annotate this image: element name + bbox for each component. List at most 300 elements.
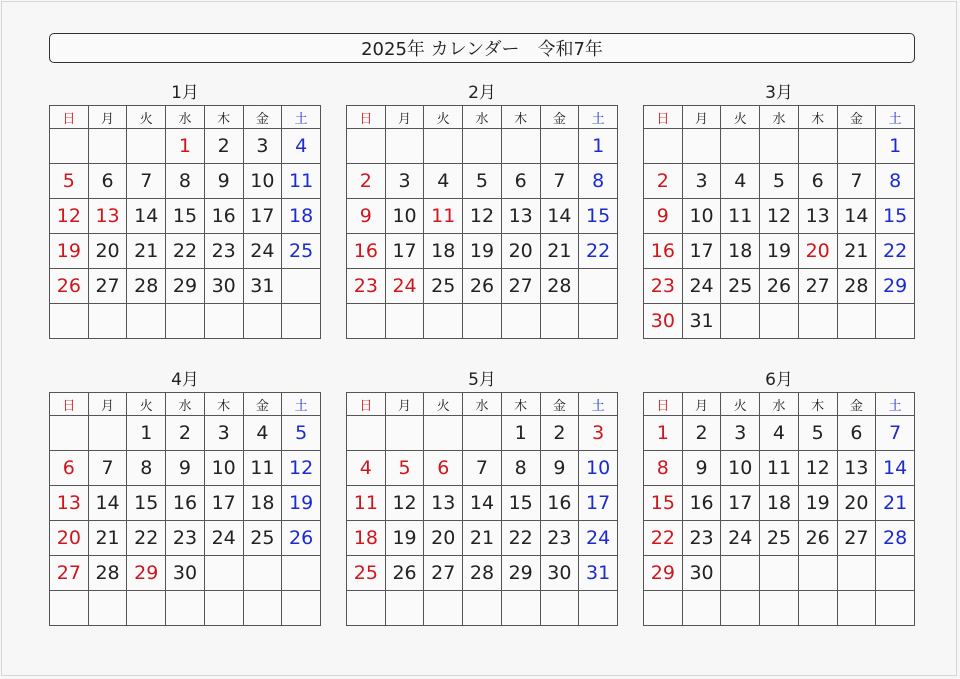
day-cell: 7 (88, 451, 127, 486)
day-cell: 25 (721, 269, 760, 304)
week-row (347, 591, 618, 626)
day-cell: 22 (127, 521, 166, 556)
weekday-header: 月 (385, 393, 424, 416)
weekday-header-row (347, 106, 618, 129)
day-cell: 31 (682, 304, 721, 339)
day-cell: 7 (876, 416, 915, 451)
day-cell: 12 (50, 199, 89, 234)
weekday-header: 木 (798, 106, 837, 129)
weekday-header-row (644, 393, 915, 416)
empty-cell (682, 591, 721, 626)
day-cell: 1 (876, 129, 915, 164)
day-cell: 6 (501, 164, 540, 199)
weekday-header: 木 (204, 106, 243, 129)
day-cell: 21 (88, 521, 127, 556)
day-cell: 1 (579, 129, 618, 164)
weekday-header: 月 (385, 106, 424, 129)
day-cell: 1 (644, 416, 683, 451)
empty-cell (88, 304, 127, 339)
empty-cell (540, 591, 579, 626)
day-cell: 30 (682, 556, 721, 591)
day-cell: 9 (204, 164, 243, 199)
day-cell: 8 (166, 164, 205, 199)
empty-cell (127, 591, 166, 626)
empty-cell (204, 556, 243, 591)
empty-cell (760, 304, 799, 339)
month-calendar (643, 81, 915, 339)
day-cell: 9 (540, 451, 579, 486)
week-row (644, 451, 915, 486)
empty-cell (385, 304, 424, 339)
day-cell: 11 (760, 451, 799, 486)
empty-cell (88, 591, 127, 626)
day-cell: 20 (424, 521, 463, 556)
day-cell: 5 (760, 164, 799, 199)
weekday-header: 火 (127, 106, 166, 129)
day-cell: 30 (204, 269, 243, 304)
empty-cell (798, 556, 837, 591)
weekday-header: 水 (166, 106, 205, 129)
day-cell: 30 (540, 556, 579, 591)
day-cell: 22 (876, 234, 915, 269)
empty-cell (50, 129, 89, 164)
week-row (50, 451, 321, 486)
day-cell: 25 (760, 521, 799, 556)
day-cell: 22 (166, 234, 205, 269)
day-cell: 11 (347, 486, 386, 521)
week-row (50, 199, 321, 234)
day-cell: 28 (463, 556, 502, 591)
day-cell: 26 (760, 269, 799, 304)
day-cell: 13 (50, 486, 89, 521)
day-cell: 18 (760, 486, 799, 521)
empty-cell (424, 416, 463, 451)
empty-cell (540, 304, 579, 339)
day-cell: 5 (50, 164, 89, 199)
day-cell: 2 (540, 416, 579, 451)
month-calendar (49, 81, 321, 339)
week-row (644, 199, 915, 234)
weekday-header: 金 (243, 393, 282, 416)
weekday-header: 火 (127, 393, 166, 416)
day-cell: 6 (798, 164, 837, 199)
empty-cell (579, 269, 618, 304)
day-cell: 2 (347, 164, 386, 199)
day-cell: 26 (798, 521, 837, 556)
day-cell: 21 (837, 234, 876, 269)
day-cell: 23 (540, 521, 579, 556)
day-cell: 16 (166, 486, 205, 521)
empty-cell (644, 129, 683, 164)
month-calendar (346, 81, 618, 339)
day-cell: 27 (837, 521, 876, 556)
week-row (644, 486, 915, 521)
day-cell: 28 (837, 269, 876, 304)
empty-cell (798, 591, 837, 626)
day-cell: 26 (385, 556, 424, 591)
day-cell: 15 (644, 486, 683, 521)
weekday-header: 木 (501, 106, 540, 129)
day-cell: 3 (385, 164, 424, 199)
day-cell: 3 (243, 129, 282, 164)
week-row (347, 129, 618, 164)
month-title: 1月 (171, 83, 199, 103)
week-row (50, 591, 321, 626)
day-cell: 12 (282, 451, 321, 486)
day-cell: 11 (424, 199, 463, 234)
day-cell: 19 (282, 486, 321, 521)
empty-cell (385, 591, 424, 626)
day-cell: 25 (347, 556, 386, 591)
day-cell: 4 (243, 416, 282, 451)
day-cell: 28 (876, 521, 915, 556)
day-cell: 19 (798, 486, 837, 521)
empty-cell (424, 129, 463, 164)
empty-cell (760, 591, 799, 626)
day-cell: 25 (282, 234, 321, 269)
empty-cell (760, 129, 799, 164)
month-title: 4月 (171, 370, 199, 390)
month-title: 5月 (468, 370, 496, 390)
day-cell: 30 (166, 556, 205, 591)
day-cell: 4 (721, 164, 760, 199)
day-cell: 25 (243, 521, 282, 556)
empty-cell (347, 416, 386, 451)
weekday-header: 金 (243, 106, 282, 129)
week-row (50, 234, 321, 269)
weekday-header: 水 (760, 106, 799, 129)
week-row (644, 556, 915, 591)
empty-cell (166, 304, 205, 339)
day-cell: 4 (347, 451, 386, 486)
week-row (50, 304, 321, 339)
week-row (347, 269, 618, 304)
empty-cell (540, 129, 579, 164)
empty-cell (798, 304, 837, 339)
day-cell: 15 (127, 486, 166, 521)
empty-cell (837, 591, 876, 626)
empty-cell (282, 269, 321, 304)
week-row (347, 556, 618, 591)
day-cell: 8 (876, 164, 915, 199)
day-cell: 13 (501, 199, 540, 234)
weekday-header: 火 (721, 393, 760, 416)
day-cell: 24 (682, 269, 721, 304)
day-cell: 7 (463, 451, 502, 486)
day-cell: 19 (50, 234, 89, 269)
empty-cell (798, 129, 837, 164)
day-cell: 7 (540, 164, 579, 199)
day-cell: 8 (127, 451, 166, 486)
empty-cell (347, 129, 386, 164)
week-row (347, 304, 618, 339)
week-row (50, 129, 321, 164)
week-row (347, 164, 618, 199)
day-cell: 10 (385, 199, 424, 234)
day-cell: 2 (644, 164, 683, 199)
empty-cell (876, 304, 915, 339)
weekday-header: 金 (837, 106, 876, 129)
day-cell: 18 (347, 521, 386, 556)
day-cell: 6 (837, 416, 876, 451)
calendar-title-text: 2025年 カレンダー 令和7年 (361, 39, 603, 60)
empty-cell (501, 304, 540, 339)
day-cell: 14 (876, 451, 915, 486)
empty-cell (243, 304, 282, 339)
day-cell: 29 (501, 556, 540, 591)
empty-cell (876, 591, 915, 626)
empty-cell (644, 591, 683, 626)
weekday-header: 水 (463, 106, 502, 129)
day-cell: 10 (721, 451, 760, 486)
day-cell: 30 (644, 304, 683, 339)
day-cell: 3 (579, 416, 618, 451)
month-calendar (49, 368, 321, 626)
empty-cell (424, 591, 463, 626)
calendar-title (49, 33, 915, 63)
empty-cell (837, 304, 876, 339)
day-cell: 12 (760, 199, 799, 234)
weekday-header: 土 (579, 393, 618, 416)
month-title: 3月 (765, 83, 793, 103)
week-row (644, 521, 915, 556)
day-cell: 28 (88, 556, 127, 591)
weekday-header-row (50, 106, 321, 129)
empty-cell (463, 591, 502, 626)
empty-cell (837, 556, 876, 591)
day-cell: 15 (876, 199, 915, 234)
week-row (644, 304, 915, 339)
weekday-header: 土 (282, 393, 321, 416)
day-cell: 20 (837, 486, 876, 521)
day-cell: 31 (243, 269, 282, 304)
weekday-header: 土 (876, 393, 915, 416)
day-cell: 9 (682, 451, 721, 486)
empty-cell (579, 304, 618, 339)
month-title: 2月 (468, 83, 496, 103)
day-cell: 10 (579, 451, 618, 486)
day-cell: 27 (798, 269, 837, 304)
day-cell: 8 (644, 451, 683, 486)
weekday-header: 火 (424, 106, 463, 129)
day-cell: 3 (204, 416, 243, 451)
day-cell: 5 (282, 416, 321, 451)
empty-cell (501, 129, 540, 164)
empty-cell (204, 591, 243, 626)
day-cell: 6 (50, 451, 89, 486)
day-cell: 12 (385, 486, 424, 521)
day-cell: 20 (50, 521, 89, 556)
empty-cell (243, 591, 282, 626)
empty-cell (127, 129, 166, 164)
empty-cell (721, 591, 760, 626)
weekday-header: 月 (682, 106, 721, 129)
weekday-header: 火 (424, 393, 463, 416)
empty-cell (463, 304, 502, 339)
weekday-header: 金 (540, 393, 579, 416)
day-cell: 24 (579, 521, 618, 556)
day-cell: 24 (721, 521, 760, 556)
day-cell: 22 (644, 521, 683, 556)
day-cell: 13 (88, 199, 127, 234)
day-cell: 16 (540, 486, 579, 521)
weekday-header: 水 (463, 393, 502, 416)
day-cell: 21 (540, 234, 579, 269)
weekday-header-row (644, 106, 915, 129)
day-cell: 23 (204, 234, 243, 269)
weekday-header: 水 (760, 393, 799, 416)
week-row (50, 416, 321, 451)
day-cell: 13 (837, 451, 876, 486)
week-row (347, 416, 618, 451)
day-cell: 23 (347, 269, 386, 304)
day-cell: 27 (424, 556, 463, 591)
empty-cell (347, 304, 386, 339)
day-cell: 31 (579, 556, 618, 591)
day-cell: 6 (424, 451, 463, 486)
day-cell: 23 (682, 521, 721, 556)
day-cell: 23 (644, 269, 683, 304)
weekday-header: 土 (282, 106, 321, 129)
empty-cell (385, 129, 424, 164)
day-cell: 11 (282, 164, 321, 199)
empty-cell (127, 304, 166, 339)
day-cell: 24 (243, 234, 282, 269)
month-title: 6月 (765, 370, 793, 390)
day-cell: 5 (798, 416, 837, 451)
empty-cell (501, 591, 540, 626)
day-cell: 7 (837, 164, 876, 199)
day-cell: 3 (721, 416, 760, 451)
week-row (644, 129, 915, 164)
day-cell: 1 (166, 129, 205, 164)
week-row (50, 269, 321, 304)
day-cell: 28 (127, 269, 166, 304)
day-cell: 16 (682, 486, 721, 521)
day-cell: 4 (760, 416, 799, 451)
day-cell: 14 (540, 199, 579, 234)
empty-cell (463, 416, 502, 451)
day-cell: 4 (424, 164, 463, 199)
empty-cell (88, 129, 127, 164)
day-cell: 17 (204, 486, 243, 521)
day-cell: 18 (282, 199, 321, 234)
day-cell: 26 (50, 269, 89, 304)
day-cell: 20 (88, 234, 127, 269)
weekday-header-row (50, 393, 321, 416)
week-row (50, 486, 321, 521)
day-cell: 12 (463, 199, 502, 234)
empty-cell (760, 556, 799, 591)
day-cell: 24 (204, 521, 243, 556)
empty-cell (721, 304, 760, 339)
day-cell: 26 (463, 269, 502, 304)
day-cell: 22 (501, 521, 540, 556)
day-cell: 11 (721, 199, 760, 234)
day-cell: 11 (243, 451, 282, 486)
day-cell: 5 (385, 451, 424, 486)
empty-cell (682, 129, 721, 164)
weekday-header: 金 (540, 106, 579, 129)
day-cell: 23 (166, 521, 205, 556)
day-cell: 13 (798, 199, 837, 234)
day-cell: 20 (798, 234, 837, 269)
day-cell: 19 (463, 234, 502, 269)
day-cell: 5 (463, 164, 502, 199)
empty-cell (88, 416, 127, 451)
day-cell: 6 (88, 164, 127, 199)
day-cell: 9 (166, 451, 205, 486)
weekday-header: 日 (644, 393, 683, 416)
day-cell: 2 (682, 416, 721, 451)
empty-cell (721, 556, 760, 591)
day-cell: 12 (798, 451, 837, 486)
weekday-header: 金 (837, 393, 876, 416)
weekday-header: 日 (50, 106, 89, 129)
day-cell: 9 (644, 199, 683, 234)
empty-cell (385, 416, 424, 451)
empty-cell (50, 591, 89, 626)
empty-cell (721, 129, 760, 164)
day-cell: 2 (166, 416, 205, 451)
day-cell: 14 (837, 199, 876, 234)
day-cell: 13 (424, 486, 463, 521)
day-cell: 21 (463, 521, 502, 556)
day-cell: 27 (88, 269, 127, 304)
day-cell: 7 (127, 164, 166, 199)
week-row (644, 591, 915, 626)
month-calendar (643, 368, 915, 626)
day-cell: 21 (127, 234, 166, 269)
weekday-header: 木 (798, 393, 837, 416)
month-grid (49, 392, 321, 626)
week-row (50, 521, 321, 556)
day-cell: 8 (579, 164, 618, 199)
day-cell: 17 (721, 486, 760, 521)
weekday-header-row (347, 393, 618, 416)
weekday-header: 月 (682, 393, 721, 416)
weekday-header: 日 (347, 106, 386, 129)
day-cell: 16 (644, 234, 683, 269)
day-cell: 28 (540, 269, 579, 304)
week-row (347, 234, 618, 269)
week-row (347, 486, 618, 521)
day-cell: 1 (501, 416, 540, 451)
month-grid (643, 105, 915, 339)
day-cell: 14 (127, 199, 166, 234)
day-cell: 21 (876, 486, 915, 521)
empty-cell (837, 129, 876, 164)
day-cell: 22 (579, 234, 618, 269)
day-cell: 15 (501, 486, 540, 521)
day-cell: 19 (385, 521, 424, 556)
month-grid (643, 392, 915, 626)
empty-cell (579, 591, 618, 626)
day-cell: 16 (204, 199, 243, 234)
day-cell: 1 (127, 416, 166, 451)
day-cell: 10 (682, 199, 721, 234)
weekday-header: 木 (204, 393, 243, 416)
weekday-header: 日 (644, 106, 683, 129)
weekday-header: 水 (166, 393, 205, 416)
month-grid (346, 105, 618, 339)
day-cell: 17 (682, 234, 721, 269)
week-row (50, 556, 321, 591)
weekday-header: 木 (501, 393, 540, 416)
empty-cell (166, 591, 205, 626)
week-row (347, 521, 618, 556)
day-cell: 15 (166, 199, 205, 234)
